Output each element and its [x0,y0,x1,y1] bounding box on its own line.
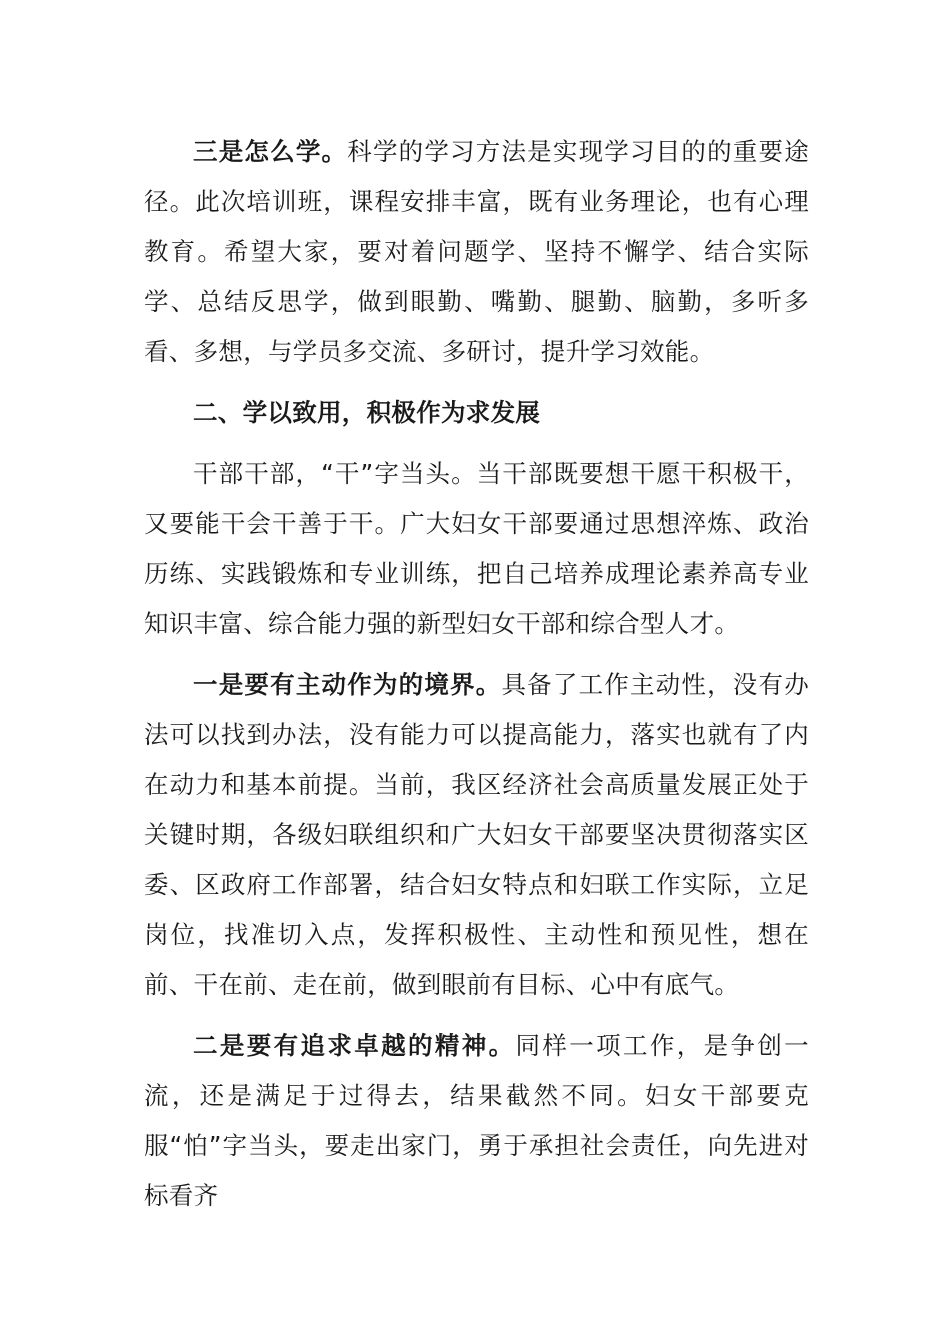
section-heading: 二、学以致用，积极作为求发展 [193,398,541,427]
paragraph-lead: 一是要有主动作为的境界。 [193,670,502,699]
document-body [144,127,809,1221]
paragraph-cadre: 干部干部，“干”字当头。当干部既要想干愿干积极干，又要能干会干善于干。广大妇女干部要通过思想淬炼、政治历练、实践锻炼和专业训练，把自己培养成理论素养高专业知识丰富、综合能力强的新型妇女干部和综合型人才。 [144,459,809,638]
paragraph-lead: 三是怎么学。 [193,137,348,166]
paragraph-excellence [144,1021,809,1221]
paragraph-how-to-learn [144,127,809,377]
paragraph-text: 同样一项工作，是争创一流，还是满足于过得去，结果截然不同。妇女干部要克服“怕”字当头，要走出家门，勇于承担社会责任，向先进对标看齐 [144,1031,809,1210]
paragraph-text: 科学的学习方法是实现学习目的的重要途径。此次培训班，课程安排丰富，既有业务理论，也有心理教育。希望大家，要对着问题学、坚持不懈学、结合实际学、总结反思学，做到眼勤、嘴勤、腿勤、脑勤，多听多看、多想，与学员多交流、多研讨，提升学习效能。 [144,137,809,366]
paragraph-lead: 二是要有追求卓越的精神。 [193,1031,516,1060]
paragraph-text: 具备了工作主动性，没有办法可以找到办法，没有能力可以提高能力，落实也就有了内在动力和基本前提。当前，我区经济社会高质量发展正处于关键时期，各级妇联组织和广大妇女干部要坚决贯彻落实区委、区政府工作部署，结合妇女特点和妇联工作实际，立足岗位，找准切入点，发挥积极性、主动性和预见性，想在前、干在前、走在前，做到眼前有目标、心中有底气。 [144,670,809,999]
paragraph-initiative [144,660,809,1010]
